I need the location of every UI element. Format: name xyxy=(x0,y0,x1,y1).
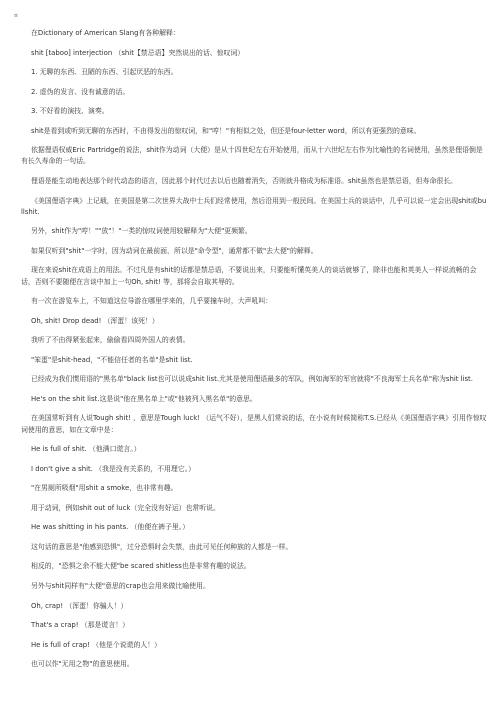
paragraph-example-full-of-crap: He is full of crap! （他是个说谎的人！） xyxy=(31,640,162,649)
paragraph-black-list: 已经成为我们惯用语的"黑名单"black list也可以说成shit list.尤其是使用俚语最多的军队，例如海军的军官就将"不良海军士兵名单"称为shit list. xyxy=(31,375,473,384)
paragraph-useless-thing: 也可以作"无用之物"的意思使用。 xyxy=(31,660,134,669)
paragraph-crap-intro: 另外与shit同样有"大便"意思的crap也会用来做比喻使用。 xyxy=(31,582,210,591)
paragraph-scared-shitless: 相反的，"恐惧之余不能大便"be scared shitless也是非常有趣的说法。 xyxy=(31,562,251,571)
paragraph-imperative: 如果仅听到"shit"一字时，因为动词在最前面，所以是"命令型"，通常都不做"去大便"的解释。 xyxy=(31,246,318,255)
paragraph-anecdote: 有一次在游览车上，不知道这位导游在哪里学来的，几乎要撞车时，大声吼叫： xyxy=(31,297,273,306)
corner-mark: ¤ xyxy=(14,12,18,19)
paragraph-slang-lifespan: 俚语是能生动地表达那个时代动态的语言，因此那个时代过去以后也随着消失，否则就升格成为标准语。shit虽然也是禁忌语，但寿命很长。 xyxy=(31,177,458,186)
paragraph-usage-frequency: 另外，shit作为"哼！""放"！"一类的惊叹词使用较解释为"大便"更频繁。 xyxy=(31,227,252,236)
paragraph-definition: shit [taboo] interjection （shit【禁忌语】突然说出的话、惊叹词） xyxy=(31,48,245,57)
paragraph-example-oh-crap: Oh, crap! （浑蛋！你骗人！） xyxy=(31,601,128,610)
paragraph-tough-shit: 在美国常听到有人说Tough shit! ，意思是Tough luck! （运气不好），是黑人们常说的话，在小说有时候简称T.S.已经从《美国俚语字典》引用作惊叹词使用的意思，如在文章中是： xyxy=(21,414,487,434)
paragraph-meaning-3: 3. 不好看的演技、演奏。 xyxy=(31,107,109,116)
paragraph-example-drop-dead: Oh, shit! Drop dead! （浑蛋！该死！） xyxy=(31,316,159,325)
document-body xyxy=(21,28,487,679)
paragraph-fear-meaning: 这句话的意思是"他感到恐惧"，过分恐惧时会失禁，由此可见任何种族的人都是一样。 xyxy=(31,542,293,551)
paragraph-shit-list-example: He's on the shit list.这是说"他在黑名单上"或"他被列入黑名单"的意思。 xyxy=(31,394,257,403)
paragraph-example-full-of-shit: He is full of shit. （他满口谎言。） xyxy=(31,445,141,454)
paragraph-partridge: 依据俚语权威Eric Partridge的说法，shit作为动词（大便）是从十四世纪左右开始使用，而从十六世纪左右作为比喻性的名词使用，虽然是俚语倒是有长久寿命的一句话。 xyxy=(21,146,483,166)
paragraph-shit-head: "笨蛋"是shit-head，"不能信任者的名单"是shit list. xyxy=(31,355,193,364)
paragraph-example-give-a-shit: I don't give a shit. （我是没有关系的，不用理它。） xyxy=(31,464,196,473)
paragraph-dictionary-note: 《美国俚语字典》上记载，在美国是第二次世界大战中士兵们经常使用，然后沿用到一般民间。在美国士兵的谈话中，几乎可以说一定会出现shit或bullshit. xyxy=(21,196,487,216)
paragraph-meaning-2: 2. 虚伪的发言、没有诚意的话。 xyxy=(31,87,130,96)
paragraph-intro: 在Dictionary of American Slang有各种解释： xyxy=(31,29,180,37)
paragraph-example-thats-crap: That's a crap! （那是谎言！） xyxy=(31,621,129,630)
paragraph-reaction: 我听了不由得紧张起来，偷偷看四周外国人的表情。 xyxy=(31,336,190,345)
paragraph-meaning-1: 1. 无聊的东西、丑陋的东西、引起厌恶的东西。 xyxy=(31,68,178,77)
paragraph-shit-a-smoke: "在男厕所吸烟"用shit a smoke，也非常有趣。 xyxy=(31,484,178,493)
paragraph-interjection: shit是看到或听到无聊的东西时，不由得发出的惊叹词，和"哼！"有相似之处，但还是four-letter word，所以有更强烈的意味。 xyxy=(31,126,421,135)
paragraph-idioms: 现在来说shit在成语上的用法。不过凡是有shit的话都是禁忌语，不要说出来，只要能听懂英美人的谈话就够了，除非也能和英美人一样说流畅的会话，否则不要随便在言谈中加上一句Oh, shit! 等，那将会自取其辱的。 xyxy=(21,266,477,286)
paragraph-example-pants: He was shitting in his pants. （他便在裤子里。） xyxy=(31,523,190,532)
paragraph-out-of-luck: 用于动词，例如shit out of luck（完全没有好运）也常听说。 xyxy=(31,503,220,512)
